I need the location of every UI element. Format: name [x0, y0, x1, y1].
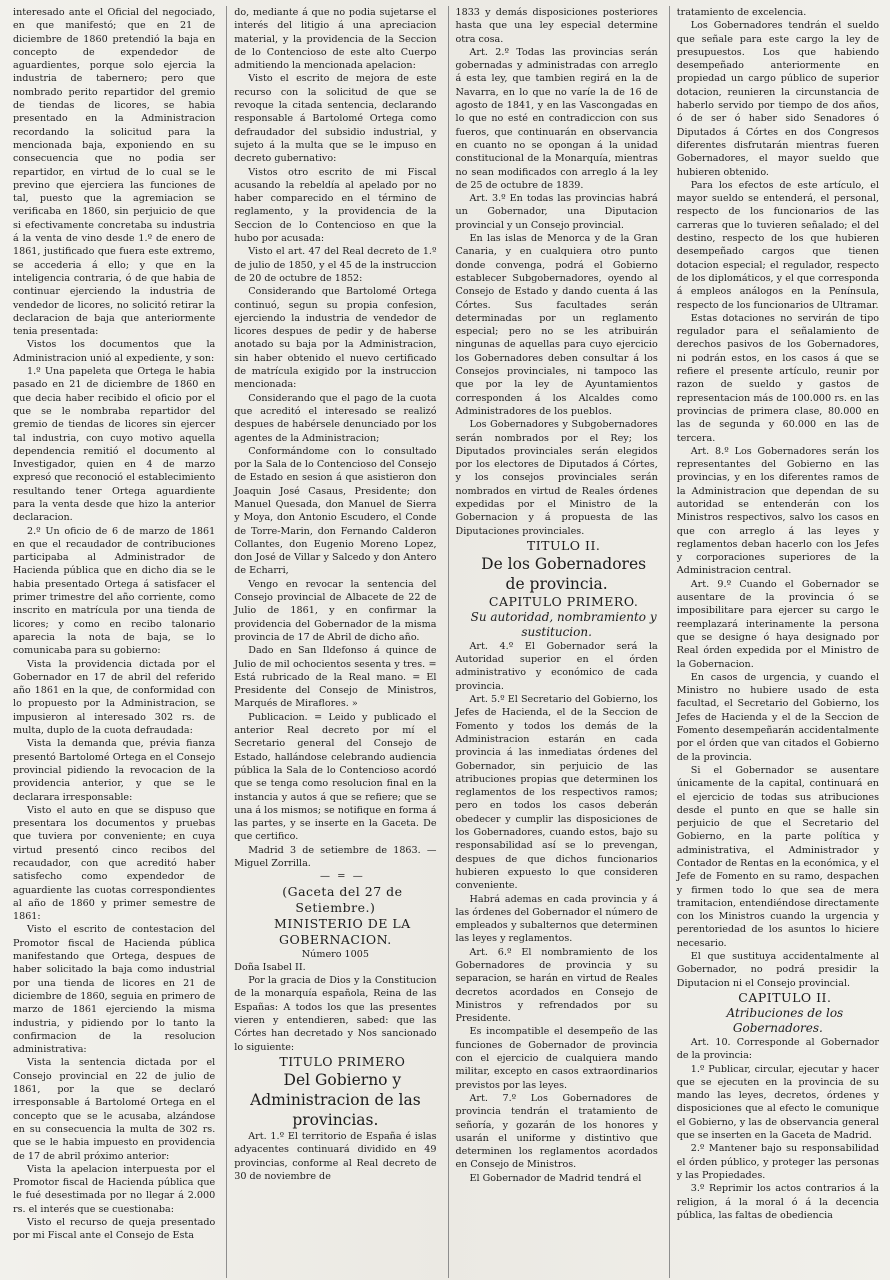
paragraph: 3.º Reprimir los actos contrarios á la religion, á la moral ó á la decencia pública, las faltas de obediencia — [676, 1183, 879, 1221]
paragraph: Vista la sentencia dictada por el Consejo provincial en 22 de julio de 1861, por la que se declaró irresponsable á Bartolomé Ortega en el concepto que se le acusaba, alzándose en su consecuencia la multa de 302 rs. que se le habia impuesto en providencia de 17 de abril próximo anterior: — [13, 1057, 216, 1162]
paragraph: Madrid 3 de setiembre de 1863. — Miguel Zorrilla. — [234, 844, 437, 869]
paragraph: Vistos otro escrito de mi Fiscal acusando la rebeldía al apelado por no haber comparecido en el término de reglamento, y la providencia de la Seccion de lo Contencioso en que la hubo por acusada: — [234, 166, 437, 245]
paragraph: Vista la demanda que, prévia fianza presentó Bartolomé Ortega en el Consejo provincial pidiendo la revocacion de la providencia anterior, y que se le declarara irresponsable: — [13, 738, 216, 803]
section-heading: TITULO PRIMERO — [279, 1053, 406, 1069]
paragraph: 2.º Mantener bajo su responsabilidad el órden público, y proteger las personas y las Propiedades. — [676, 1143, 879, 1181]
section-heading: Del Gobierno y Administracion de las provincias. — [250, 1070, 421, 1129]
paragraph: Número 1005 — [301, 948, 369, 960]
paragraph: El que sustituya accidentalmente al Gobernador, no podrá presidir la Diputacion ni el Consejo provincial. — [676, 951, 879, 989]
paragraph: Conformándome con lo consultado por la Sala de lo Contencioso del Consejo de Estado en sesion á que asistieron don Joaquin José Casaus, Presidente; don Manuel Quesada, don Manuel de Sierra y Moya, don Antonio Escudero, el Conde de Torre-Marin, don Fernando Calderon Collantes, don Eugenio Moreno Lopez, don José de Villar y Salcedo y don Antero de Echarri, — [234, 445, 437, 577]
paragraph: En casos de urgencia, y cuando el Ministro no hubiere usado de esta facultad, el Secretario del Gobierno, los Jefes de Hacienda y el de la Seccion de Fomento desempeñarán accidentalmente por el órden que van citados el Gobierno de la provincia. — [676, 671, 879, 763]
chapter-subtitle: Atribuciones de los Gobernadores. — [726, 1005, 844, 1035]
paragraph: Art. 2.º Todas las provincias serán gobernadas y administradas con arreglo á esta ley, que tambien regirá en la de Navarra, en lo que no varíe la de 16 de agosto de 1841, y en las Vascongadas en lo que no esté en contradiccion con sus fueros, que continuarán en observancia en cuanto no se opongan á la unidad constitucional de la Monarquía, mientras no sean modificados con arreglo á la ley de 25 de octubre de 1839. — [455, 46, 658, 191]
paragraph: Art. 8.º Los Gobernadores serán los representantes del Gobierno en las provincias, y en los diferentes ramos de la Administracion que dependan de su autoridad se entenderán con los Ministros respectivos, salvo los casos en que con arreglo á las leyes y reglamentos deban hacerlo con los Jefes y corporaciones superiores de la Administracion central. — [676, 445, 879, 577]
paragraph: Art. 1.º El territorio de España é islas adyacentes continuará dividido en 49 provincias, conforme al Real decreto de 30 de noviembre de — [234, 1130, 437, 1182]
paragraph: Dado en San Ildefonso á quince de Julio de mil ochocientos sesenta y tres. = Está rubricado de la Real mano. = El Presidente del Consejo de Ministros, Marqués de Miraflores. » — [234, 645, 437, 710]
paragraph: Publicacion. = Leido y publicado el anterior Real decreto por mí el Secretario general del Consejo de Estado, hallándose celebrando audiencia pública la Sala de lo Contencioso acordó que se tenga como resolucion final en la instancia y autos á que se refiere; que se una á los mismos; se notifique en forma á las partes, y se inserte en la Gaceta. De que certifico. — [234, 711, 437, 843]
paragraph: Doña Isabel II. — [234, 961, 306, 973]
paragraph: — = — — [320, 871, 365, 883]
paragraph: interesado ante el Oficial del negociado, en que manifestó; que en 21 de diciembre de 1860 pretendió la baja en concepto de expendedor de aguardientes, porque solo ejercia la industria de tabernero; pero que nombrado perito repartidor del gremio de tiendas de licores, se habia presentado en la Administracion recordando la solicitud para la mencionada baja, exponiendo en su consecuencia que no podia ser repartidor, en virtud de lo cual se le previno que ejerciera las funciones de tal, puesto que la agremiacion se verificaba en 1860, sin perjuicio de que si efectivamente concretaba su industria á la venta de vino desde 1.º de enero de 1861, justificado que fuera este extremo, se accederia á ello; y que en la inteligencia contraria, ó de que habia de continuar ejerciendo la industria de vendedor de licores, no solicitó retirar la declaracion de baja que anteriormente tenia presentada: — [13, 7, 216, 338]
column-2 — [226, 6, 439, 1278]
paragraph: Art. 3.º En todas las provincias habrá un Gobernador, una Diputacion provincial y un Consejo provincial. — [455, 193, 658, 231]
section-heading: MINISTERIO DE LA GOBERNACION. — [274, 915, 411, 947]
section-heading: De los Gobernadores de provincia. — [481, 554, 647, 593]
column-4 — [669, 6, 882, 1278]
paragraph: En las islas de Menorca y de la Gran Canaria, y en cualquiera otro punto donde convenga, podrá el Gobierno establecer Subgobernadores, oyendo al Consejo de Estado y dando cuenta á las Córtes. Sus facultades serán determinadas por un reglamento especial; pero no se les atribuirán ningunas de aquellas para cuyo ejercicio los Gobernadores deben consultar á los Consejos provinciales, ni tampoco las que por la ley de Ayuntamientos corresponden á los Alcaldes como Administradores de los pueblos. — [455, 233, 658, 417]
paragraph: do, mediante á que no podia sujetarse el interés del litigio á una apreciacion material, y la providencia de la Seccion de lo Contencioso de este alto Cuerpo admitiendo la mencionada apelacion: — [234, 7, 437, 72]
section-heading: CAPITULO PRIMERO. — [488, 593, 639, 609]
paragraph: Considerando que el pago de la cuota que acreditó el interesado se realizó despues de habérsele denunciado por los agentes de la Administracion; — [234, 392, 437, 444]
section-heading: (Gaceta del 27 de Setiembre.) — [282, 883, 403, 915]
paragraph: 1.º Publicar, circular, ejecutar y hacer que se ejecuten en la provincia de su mando las leyes, decretos, órdenes y disposiciones que al efecto le comunique el Gobierno, y las de observancia general que se inserten en la Gaceta de Madrid. — [676, 1063, 879, 1142]
paragraph: Art. 10. Corresponde al Gobernador de la provincia: — [676, 1036, 879, 1062]
paragraph: Si el Gobernador se ausentare únicamente de la capital, continuará en el ejercicio de todas sus atribuciones desde el punto en que se halle sin perjuicio de que el Secretario del Gobierno, en la parte política y administrativa, el Administrador y Contador de Rentas en la económica, y el Jefe de Fomento en su ramo, despachen y firmen todo lo que sea de mera tramitacion, entendiéndose directamente con los Ministros cuando la urgencia y perentoriedad de los asuntos lo hiciere necesario. — [676, 764, 879, 949]
columns-container — [10, 6, 882, 1278]
paragraph: Habrá ademas en cada provincia y á las órdenes del Gobernador el número de empleados y subalternos que determinen las leyes y reglamentos. — [455, 893, 658, 945]
paragraph: Visto el escrito de contestacion del Promotor fiscal de Hacienda pública manifestando que Ortega, despues de haber solicitado la baja como industrial por una tienda de licores en 21 de diciembre de 1860, seguia en primero de marzo de 1861 ejerciendo la misma industria, y pidiendo por lo tanto la confirmacion de la resolucion administrativa: — [13, 924, 216, 1056]
paragraph: Por la gracia de Dios y la Constitucion de la monarquía española, Reina de las Españas: A todos los que las presentes vieren y entendieren, sabed: que las Córtes han decretado y Nos sancionado lo siguiente: — [234, 975, 437, 1053]
section-heading: TITULO II. — [526, 537, 601, 553]
paragraph: Visto el auto en que se dispuso que presentara los documentos y pruebas que tuviera por conveniente; en cuya virtud presentó cinco recibos del recaudador, con que acreditó haber satisfecho como expendedor de aguardiente las cuotas correspondientes al año de 1860 y primer semestre de 1861: — [13, 804, 216, 923]
paragraph: Los Gobernadores y Subgobernadores serán nombrados por el Rey; los Diputados provinciales serán elegidos por los electores de Diputados á Córtes, y los consejos provinciales serán nombrados en virtud de Reales órdenes expedidas por el Ministro de la Gobernacion y á propuesta de las Diputaciones provinciales. — [455, 419, 658, 537]
paragraph: El Gobernador de Madrid tendrá el — [469, 1172, 642, 1184]
paragraph: Art. 7.º Los Gobernadores de provincia tendrán el tratamiento de señoría, y gozarán de los honores y usarán el uniforme y distintivo que determinen los reglamentos acordados en Consejo de Ministros. — [455, 1092, 658, 1171]
section-heading: CAPITULO II. — [738, 989, 832, 1005]
column-3 — [448, 6, 661, 1278]
paragraph: Visto el escrito de mejora de este recurso con la solicitud de que se revoque la citada sentencia, declarando responsable á Bartolomé Ortega como defraudador del subsidio industrial, y sujeto á la multa que se le impuso en decreto gubernativo: — [234, 73, 437, 165]
paragraph: Art. 6.º El nombramiento de los Gobernadores de provincia y su separacion, se harán en virtud de Reales decretos acordados en Consejo de Ministros y refrendados por su Presidente. — [455, 946, 658, 1025]
paragraph: Art. 4.º El Gobernador será la Autoridad superior en el órden administrativo y económico de cada provincia. — [455, 640, 658, 692]
paragraph: Vista la providencia dictada por el Gobernador en 17 de abril del referido año 1861 en la que, de conformidad con lo propuesto por la Administracion, se impusieron al interesado 302 rs. de multa, duplo de la cuota defraudada: — [13, 658, 216, 737]
column-1 — [10, 6, 218, 1278]
paragraph: Art. 9.º Cuando el Gobernador se ausentare de la provincia ó se imposibilitare para ejercer su cargo le reemplazará interinamente la persona que se designe ó haya designado por Real órden expedida por el Ministro de la Gobernacion. — [676, 578, 879, 670]
paragraph: Art. 5.º El Secretario del Gobierno, los Jefes de Hacienda, el de la Seccion de Fomento y todos los demás de la Administracion estarán en cada provincia á las inmediatas órdenes del Gobernador, sin perjuicio de las atribuciones propias que determinen los reglamentos de los respectivos ramos; pero en todos los casos deberán obedecer y cumplir las disposiciones de los Gobernadores, cuando estos, bajo su responsabilidad así se lo prevengan, despues de que dichos funcionarios hubieren expuesto lo que consideren conveniente. — [455, 694, 658, 892]
paragraph: 1.º Una papeleta que Ortega le habia pasado en 21 de diciembre de 1860 en que decia haber recibido el oficio por el que se le nombraba repartidor del gremio de tiendas de licores sin ejercer tal industria, con cuyo motivo aquella dependencia remitió el documento al Investigador, quien en 4 de marzo expresó que reconoció el establecimiento resultando tener Ortega aguardiente para la venta desde que hizo la anterior declaracion. — [13, 366, 216, 524]
paragraph: 1833 y demás disposiciones posteriores hasta que una ley especial determine otra cosa. — [455, 7, 658, 45]
paragraph: Visto el recurso de queja presentado por mi Fiscal ante el Consejo de Esta — [13, 1217, 216, 1242]
paragraph: Estas dotaciones no servirán de tipo regulador para el señalamiento de derechos pasivos de los Gobernadores, ni podrán estos, en los casos á que se refiere el presente artículo, reunir por razon de sueldo y gastos de representacion más de 100.000 rs. en las provincias de primera clase, 80.000 en las de segunda y 60.000 en las de tercera. — [676, 312, 879, 444]
chapter-subtitle: Su autoridad, nombramiento y sustitucion. — [470, 609, 657, 639]
paragraph: 2.º Un oficio de 6 de marzo de 1861 en que el recaudador de contribuciones participaba al Administrador de Hacienda pública que en dicho dia se le habia presentado Ortega á satisfacer el primer trimestre del año corriente, como inscrito en matrícula por una tienda de licores; y como en recibo talonario aparecia la nota de baja, se lo comunicaba para su gobierno: — [13, 525, 216, 657]
paragraph: tratamiento de excelencia. — [676, 7, 807, 18]
paragraph: Considerando que Bartolomé Ortega continuó, segun su propia confesion, ejerciendo la industria de vendedor de licores despues de pedir y de haberse anotado su baja por la Administracion, sin haber obtenido el nuevo certificado de matrícula exigido por la instruccion mencionada: — [234, 286, 437, 391]
paragraph: Vista la apelacion interpuesta por el Promotor fiscal de Hacienda pública que le fué desestimada por no llegar á 2.000 rs. el interés que se cuestionaba: — [13, 1163, 216, 1215]
paragraph: Los Gobernadores tendrán el sueldo que señale para este cargo la ley de presupuestos. Los que habiendo desempeñado anteriormente en propiedad un cargo público de superior dotacion, reunieren la circunstancia de haberlo servido por tiempo de dos años, ó de ser ó haber sido Senadores ó Diputados á Córtes en dos Congresos diferentes disfrutarán mientras fueren Gobernadores, el mayor sueldo que hubieren obtenido. — [676, 20, 879, 178]
paragraph: Es incompatible el desempeño de las funciones de Gobernador de provincia con el ejercicio de cualquiera mando militar, excepto en casos extraordinarios previstos por las leyes. — [455, 1026, 658, 1091]
paragraph: Vistos los documentos que la Administracion unió al expediente, y son: — [13, 339, 216, 364]
paragraph: Visto el art. 47 del Real decreto de 1.º de julio de 1850, y el 45 de la instruccion de 20 de octubre de 1852: — [234, 246, 437, 284]
paragraph: Para los efectos de este artículo, el mayor sueldo se entenderá, el personal, respecto de los funcionarios de las carreras que lo tuvieren señalado; el del destino, respecto de los que hubieren desempeñado cargos que tienen dotacion especial; el regulador, respecto de los diplomáticos, y el que corresponda á empleos análogos en la Península, respecto de los funcionarios de Ultramar. — [676, 179, 879, 311]
paragraph: Vengo en revocar la sentencia del Consejo provincial de Albacete de 22 de Julio de 1861, y en confirmar la providencia del Gobernador de la misma provincia de 17 de Abril de dicho año. — [234, 578, 437, 643]
